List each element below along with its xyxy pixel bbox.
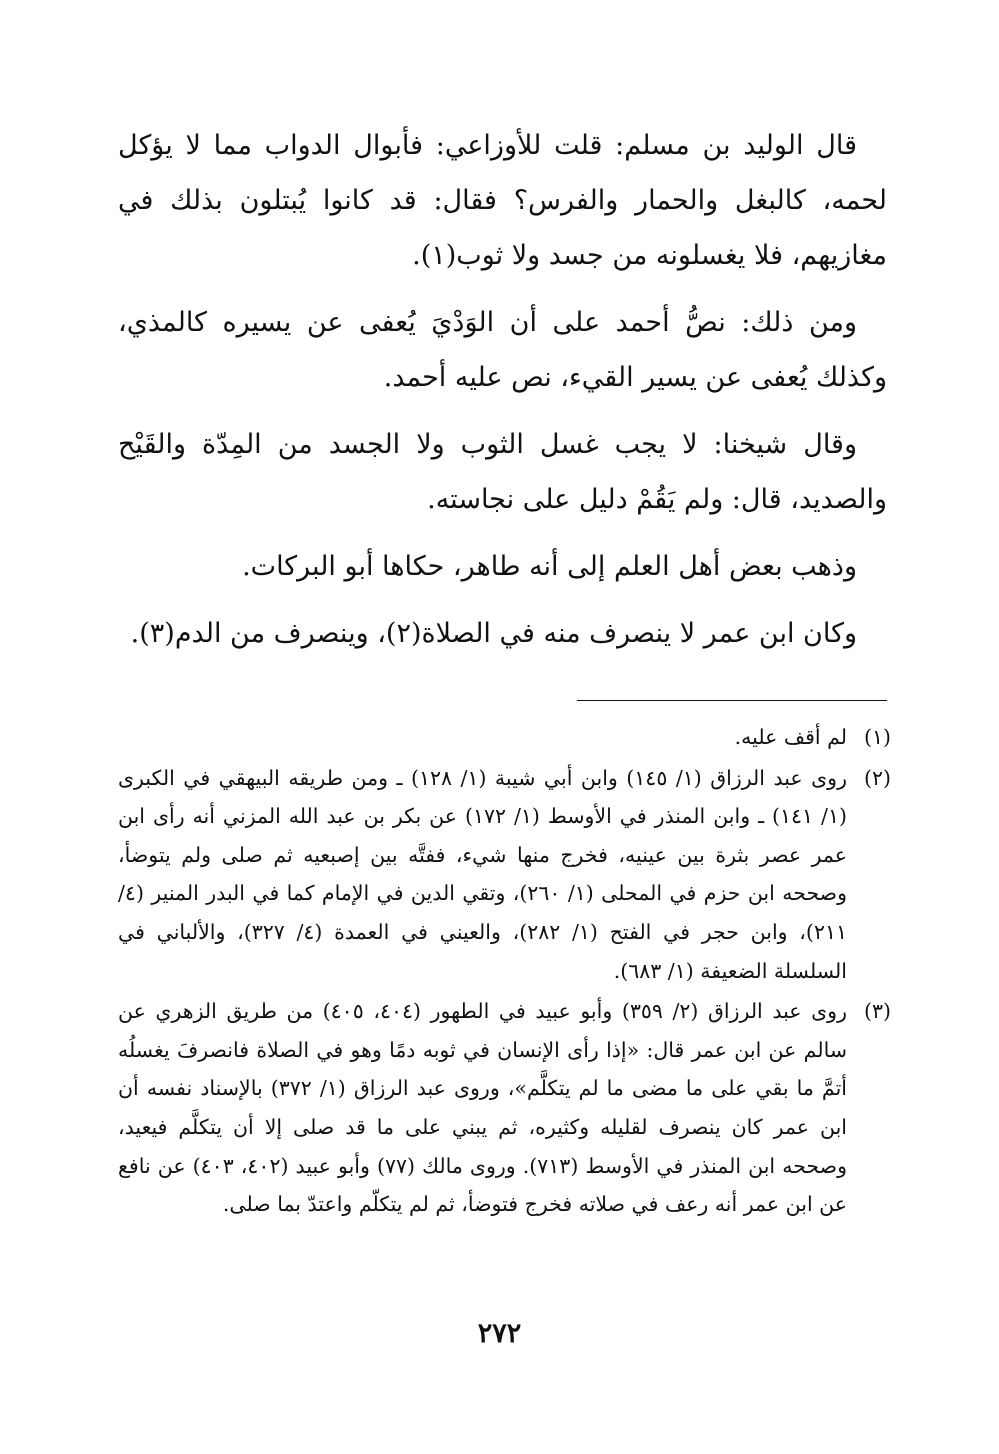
paragraph: وقال شيخنا: لا يجب غسل الثوب ولا الجسد من المِدّة والقَيْح والصديد، قال: ولم يَقُمْ دليل على نجاسته.: [118, 429, 887, 515]
main-text: [118, 118, 887, 673]
footnote-text: روى عبد الرزاق (٢/ ٣٥٩) وأبو عبيد في الطهور (٤٠٤، ٤٠٥) من طريق الزهري عن سالم عن ابن عمر قال: «إذا رأى الإنسان في ثوبه دمًا وهو في الصلاة فانصرفَ يغسلُه أتمَّ ما بقي على ما مضى ما لم يتكلَّم»، وروى عبد الرزاق (١/ ٣٧٢) بالإسناد نفسه أن ابن عمر كان ينصرف لقليله وكثيره، ثم يبني على ما قد صلى إلا أن يتكلَّم فيعيد، وصححه ابن المنذر في الأوسط (٧١٣). وروى مالك (٧٧) وأبو عبيد (٤٠٢، ٤٠٣) عن نافع عن ابن عمر أنه رعف في صلاته فخرج فتوضأ، ثم لم يتكلّم واعتدّ بما صلى.: [118, 999, 847, 1217]
footnote-1: [118, 718, 891, 757]
paragraph: قال الوليد بن مسلم: قلت للأوزاعي: فأبوال الدواب مما لا يؤكل لحمه، كالبغل والحمار والفرس؟ فقال: قد كانوا يُبتلون بذلك في مغازيهم، فلا يغسلونه من جسد ولا ثوب(١).: [118, 130, 887, 271]
footnote-number: (٢): [863, 765, 891, 790]
footnote-text: لم أقف عليه.: [734, 725, 847, 749]
paragraph: ومن ذلك: نصُّ أحمد على أن الوَدْيَ يُعفى عن يسيره كالمذي، وكذلك يُعفى عن يسير القيء، نص عليه أحمد.: [118, 307, 887, 393]
footnote-number: (٣): [863, 999, 891, 1024]
footnote-number: (١): [863, 725, 891, 749]
footnote-3: [118, 992, 891, 1224]
footnote-text: روى عبد الرزاق (١/ ١٤٥) وابن أبي شيبة (١/ ١٢٨) ـ ومن طريقه البيهقي في الكبرى (١/ ١٤١) ـ وابن المنذر في الأوسط (١/ ١٧٢) عن بكر بن عبد الله المزني أنه رأى ابن عمر عصر بثرة بين عينيه، فخرج منها شيء، ففتَّه بين إصبعيه ثم صلى ولم يتوضأ، وصححه ابن حزم في المحلى (١/ ٢٦٠)، وتقي الدين في الإمام كما في البدر المنير (٤/ ٢١١)، وابن حجر في الفتح (١/ ٢٨٢)، والعيني في العمدة (٤/ ٣٢٧)، والألباني في السلسلة الضعيفة (١/ ٦٨٣).: [118, 765, 847, 983]
paragraph: وكان ابن عمر لا ينصرف منه في الصلاة(٢)، وينصرف من الدم(٣).: [130, 618, 857, 649]
paragraph: وذهب بعض أهل العلم إلى أنه طاهر، حكاها أبو البركات.: [242, 551, 857, 582]
footnote-2: [118, 759, 891, 991]
page-number: ٢٧٢: [477, 1318, 522, 1349]
footnote-separator: [577, 700, 887, 701]
footnotes-section: [118, 718, 891, 1226]
